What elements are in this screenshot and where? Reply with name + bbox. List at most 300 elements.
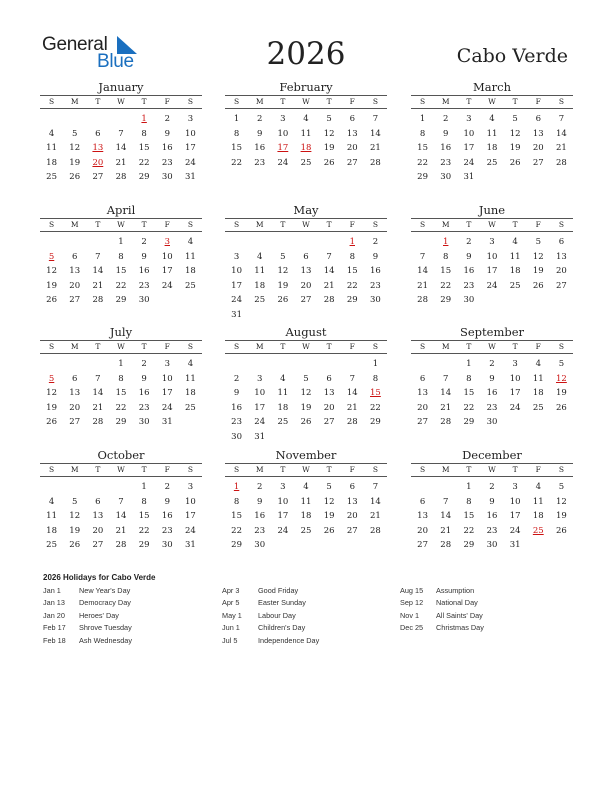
day-cell: 19 <box>69 157 81 168</box>
day-grid <box>40 357 202 430</box>
holiday-list <box>43 573 583 656</box>
empty-day-cell <box>318 357 341 372</box>
day-cell: 11 <box>185 251 196 262</box>
day-cell: 17 <box>231 280 242 291</box>
day-cell: 21 <box>115 525 127 536</box>
day-cell: 14 <box>370 496 381 507</box>
holiday-date: Jan 1 <box>43 586 61 595</box>
day-cell: 11 <box>185 373 196 384</box>
weekday-label: T <box>326 342 332 351</box>
day-cell: 10 <box>161 373 173 384</box>
day-cell: 22 <box>231 525 242 536</box>
day-cell: 27 <box>323 417 335 428</box>
day-cell: 17 <box>161 266 173 277</box>
day-cell: 16 <box>231 402 242 413</box>
holiday-item <box>400 611 484 623</box>
day-cell: 14 <box>346 388 358 399</box>
day-cell: 3 <box>512 359 518 369</box>
day-cell: 10 <box>486 251 498 262</box>
weekday-label: M <box>70 465 79 474</box>
day-cell: 5 <box>535 237 541 247</box>
day-cell: 2 <box>257 114 263 124</box>
holiday-name: Independence Day <box>258 635 320 645</box>
day-cell: 25 <box>300 525 312 536</box>
weekday-label: F <box>535 342 541 351</box>
day-cell: 10 <box>231 266 242 277</box>
day-cell: 31 <box>254 431 266 442</box>
weekday-label: T <box>512 97 518 106</box>
day-cell: 23 <box>486 525 498 536</box>
day-cell: 31 <box>161 417 173 428</box>
weekday-label: S <box>187 342 193 351</box>
holiday-day-cell: 1 <box>349 237 355 247</box>
day-cell: 13 <box>556 251 567 262</box>
holiday-name: Heroes' Day <box>79 610 119 620</box>
day-cell: 27 <box>417 540 428 551</box>
day-cell: 12 <box>46 388 57 399</box>
day-cell: 22 <box>115 402 127 413</box>
day-cell: 5 <box>326 482 332 492</box>
weekday-label: M <box>70 220 79 229</box>
month-october <box>40 448 202 553</box>
holiday-item <box>43 611 132 623</box>
weekday-label: S <box>234 342 240 351</box>
day-cell: 11 <box>254 266 266 277</box>
day-cell: 26 <box>300 417 312 428</box>
day-cell: 9 <box>233 388 240 399</box>
day-cell: 11 <box>509 251 521 262</box>
day-cell: 16 <box>161 143 173 154</box>
holiday-name: National Day <box>436 598 478 608</box>
day-cell: 14 <box>323 266 335 277</box>
day-cell: 28 <box>440 417 452 428</box>
empty-day-cell <box>248 357 271 372</box>
weekday-label: M <box>255 465 264 474</box>
day-cell: 15 <box>346 266 358 277</box>
weekday-label: T <box>326 97 332 106</box>
day-cell: 26 <box>323 525 335 536</box>
weekday-label: M <box>441 97 450 106</box>
day-cell: 2 <box>141 359 147 369</box>
day-cell: 27 <box>69 295 81 306</box>
day-cell: 1 <box>372 359 379 369</box>
day-cell: 13 <box>417 511 428 522</box>
month-june <box>411 203 573 308</box>
holiday-name: Good Friday <box>258 586 299 595</box>
day-cell: 15 <box>115 266 127 277</box>
day-cell: 1 <box>466 359 472 369</box>
weekday-label: T <box>466 465 472 474</box>
day-cell: 10 <box>254 388 266 399</box>
day-cell: 1 <box>419 114 426 124</box>
day-cell: 14 <box>92 388 104 399</box>
day-cell: 21 <box>440 402 452 413</box>
day-cell: 21 <box>92 280 104 291</box>
empty-day-cell <box>248 235 271 250</box>
holiday-date: Apr 3 <box>222 586 240 595</box>
day-cell: 20 <box>346 143 358 154</box>
day-cell: 3 <box>257 373 263 384</box>
holiday-day-cell: 5 <box>48 373 55 384</box>
holiday-item <box>400 598 484 610</box>
weekday-label: S <box>558 465 564 474</box>
weekday-label: T <box>512 342 518 351</box>
day-cell: 5 <box>72 496 78 507</box>
weekday-label: S <box>372 465 378 474</box>
weekday-label: F <box>535 97 541 106</box>
day-cell: 22 <box>440 280 452 291</box>
day-cell: 19 <box>323 143 335 154</box>
day-cell: 21 <box>115 157 127 168</box>
day-cell: 9 <box>443 128 449 139</box>
weekday-label: T <box>326 465 332 474</box>
day-cell: 12 <box>556 496 567 507</box>
weekday-label: M <box>70 97 79 106</box>
day-cell: 14 <box>115 511 127 522</box>
weekday-label: W <box>488 342 496 351</box>
empty-day-cell <box>271 235 294 250</box>
day-cell: 18 <box>254 280 266 291</box>
day-cell: 15 <box>138 143 150 154</box>
day-cell: 17 <box>185 511 196 522</box>
month-april <box>40 203 202 308</box>
day-cell: 8 <box>141 128 147 139</box>
day-cell: 14 <box>92 266 104 277</box>
day-cell: 5 <box>280 251 286 262</box>
day-cell: 29 <box>370 417 381 428</box>
holiday-date: Feb 17 <box>43 623 66 633</box>
weekday-header <box>40 463 202 477</box>
empty-day-cell <box>434 480 457 495</box>
month-name: March <box>473 80 511 94</box>
day-cell: 12 <box>46 266 57 277</box>
day-cell: 11 <box>46 143 57 154</box>
weekday-label: S <box>49 220 55 229</box>
day-cell: 22 <box>346 280 358 291</box>
day-cell: 10 <box>463 128 475 139</box>
weekday-label: F <box>164 220 170 229</box>
day-cell: 24 <box>185 157 196 168</box>
day-cell: 30 <box>463 295 475 306</box>
day-cell: 9 <box>489 496 495 507</box>
weekday-label: T <box>326 220 332 229</box>
day-cell: 7 <box>118 496 124 507</box>
weekday-label: S <box>420 97 426 106</box>
day-cell: 6 <box>419 496 426 507</box>
day-cell: 7 <box>419 251 426 262</box>
empty-day-cell <box>63 235 86 250</box>
day-cell: 13 <box>346 128 358 139</box>
day-cell: 26 <box>323 157 335 168</box>
weekday-label: F <box>349 465 355 474</box>
day-cell: 17 <box>254 402 266 413</box>
weekday-label: S <box>187 465 193 474</box>
weekday-label: S <box>234 465 240 474</box>
weekday-label: S <box>372 342 378 351</box>
day-cell: 21 <box>370 143 381 154</box>
day-cell: 10 <box>509 496 521 507</box>
day-cell: 3 <box>489 237 495 247</box>
weekday-label: T <box>280 342 286 351</box>
day-cell: 6 <box>72 373 78 384</box>
day-cell: 16 <box>463 266 475 277</box>
weekday-label: T <box>141 342 147 351</box>
month-name: January <box>98 80 144 94</box>
empty-day-cell <box>411 235 434 250</box>
day-cell: 6 <box>349 482 355 492</box>
day-cell: 6 <box>535 114 541 124</box>
day-cell: 17 <box>509 388 521 399</box>
month-name: July <box>109 325 133 339</box>
day-cell: 30 <box>486 417 498 428</box>
day-cell: 24 <box>254 417 266 428</box>
weekday-label: W <box>302 220 310 229</box>
holiday-date: Jan 20 <box>43 610 65 620</box>
holiday-name: Shrove Tuesday <box>79 623 132 633</box>
day-cell: 25 <box>185 402 196 413</box>
holiday-item <box>400 623 484 635</box>
day-cell: 2 <box>372 237 379 247</box>
holiday-list-title: 2026 Holidays for Cabo Verde <box>43 573 156 582</box>
weekday-label: T <box>280 220 286 229</box>
day-cell: 18 <box>185 266 196 277</box>
day-cell: 28 <box>92 417 104 428</box>
day-cell: 18 <box>532 511 544 522</box>
day-cell: 16 <box>161 511 173 522</box>
day-cell: 23 <box>370 280 381 291</box>
holiday-item <box>43 636 132 648</box>
day-cell: 11 <box>300 496 312 507</box>
month-may <box>225 203 387 323</box>
day-cell: 2 <box>466 237 472 247</box>
day-cell: 1 <box>233 114 240 124</box>
day-cell: 30 <box>161 540 173 551</box>
day-cell: 8 <box>118 251 124 262</box>
month-name: December <box>462 448 522 462</box>
day-cell: 7 <box>95 373 101 384</box>
calendar-header <box>0 0 612 80</box>
holiday-date: Sep 12 <box>400 598 424 608</box>
holiday-day-cell: 5 <box>48 251 55 262</box>
weekday-label: F <box>349 342 355 351</box>
weekday-label: F <box>535 220 541 229</box>
day-cell: 18 <box>486 143 498 154</box>
empty-day-cell <box>86 357 109 372</box>
month-name: September <box>459 325 525 339</box>
empty-day-cell <box>86 235 109 250</box>
holiday-date: Feb 18 <box>43 635 66 645</box>
weekday-label: W <box>302 465 310 474</box>
empty-day-cell <box>225 357 248 372</box>
day-cell: 24 <box>463 157 475 168</box>
day-cell: 16 <box>440 143 452 154</box>
day-cell: 12 <box>323 128 335 139</box>
day-cell: 23 <box>138 280 150 291</box>
day-cell: 28 <box>115 172 127 183</box>
month-november <box>225 448 387 553</box>
day-cell: 19 <box>323 511 335 522</box>
day-cell: 22 <box>115 280 127 291</box>
day-cell: 15 <box>115 388 127 399</box>
holiday-day-cell: 13 <box>92 143 104 154</box>
empty-day-cell <box>411 357 434 372</box>
day-cell: 2 <box>257 482 263 492</box>
day-cell: 22 <box>463 525 475 536</box>
day-cell: 20 <box>346 511 358 522</box>
day-cell: 5 <box>512 114 518 124</box>
day-grid <box>225 357 387 445</box>
day-cell: 12 <box>509 128 521 139</box>
weekday-label: S <box>420 465 426 474</box>
logo-text-blue: Blue <box>97 51 134 72</box>
weekday-label: T <box>95 97 101 106</box>
day-cell: 27 <box>346 157 358 168</box>
day-cell: 25 <box>300 157 312 168</box>
day-cell: 15 <box>231 511 242 522</box>
day-cell: 11 <box>532 496 544 507</box>
day-cell: 1 <box>118 237 124 247</box>
month-january <box>40 80 202 185</box>
day-cell: 7 <box>372 482 379 492</box>
day-cell: 7 <box>95 251 101 262</box>
holiday-day-cell: 1 <box>141 114 147 124</box>
day-cell: 8 <box>466 373 472 384</box>
day-cell: 4 <box>48 496 55 507</box>
weekday-label: T <box>95 220 101 229</box>
day-cell: 2 <box>141 237 147 247</box>
day-cell: 29 <box>115 417 127 428</box>
day-cell: 18 <box>509 266 521 277</box>
weekday-label: T <box>95 465 101 474</box>
day-cell: 28 <box>556 157 567 168</box>
empty-day-cell <box>40 112 63 127</box>
weekday-label: M <box>441 465 450 474</box>
holiday-name: Labour Day <box>258 610 296 620</box>
day-cell: 6 <box>95 496 101 507</box>
day-cell: 26 <box>69 540 81 551</box>
day-cell: 24 <box>161 402 173 413</box>
weekday-label: M <box>255 97 264 106</box>
day-cell: 29 <box>115 295 127 306</box>
empty-day-cell <box>63 112 86 127</box>
weekday-label: M <box>255 342 264 351</box>
weekday-label: T <box>512 465 518 474</box>
weekday-label: T <box>95 342 101 351</box>
day-cell: 26 <box>46 295 57 306</box>
day-cell: 31 <box>185 172 196 183</box>
weekday-label: S <box>49 465 55 474</box>
month-name: June <box>478 203 506 217</box>
weekday-label: T <box>466 97 472 106</box>
month-august <box>225 325 387 445</box>
day-cell: 25 <box>532 402 544 413</box>
weekday-header <box>40 340 202 354</box>
day-cell: 8 <box>372 373 379 384</box>
holiday-name: All Saints' Day <box>436 610 483 620</box>
logo-text-general: General <box>42 34 108 55</box>
holiday-date: Aug 15 <box>400 586 424 595</box>
day-cell: 4 <box>535 482 541 492</box>
day-cell: 9 <box>372 251 379 262</box>
weekday-label: W <box>117 220 125 229</box>
holiday-date: Jan 13 <box>43 598 65 608</box>
holiday-name: Democracy Day <box>79 598 131 608</box>
weekday-label: T <box>141 220 147 229</box>
day-cell: 9 <box>466 251 472 262</box>
day-cell: 3 <box>164 359 170 369</box>
weekday-label: M <box>441 220 450 229</box>
day-cell: 31 <box>509 540 521 551</box>
day-cell: 24 <box>185 525 196 536</box>
weekday-label: T <box>280 465 286 474</box>
day-cell: 7 <box>372 114 379 124</box>
day-cell: 22 <box>231 157 242 168</box>
day-cell: 2 <box>164 482 170 492</box>
day-cell: 4 <box>535 359 541 369</box>
day-cell: 31 <box>231 309 242 320</box>
day-cell: 8 <box>443 251 449 262</box>
empty-day-cell <box>341 357 364 372</box>
month-name: August <box>285 325 327 339</box>
day-cell: 8 <box>141 496 147 507</box>
weekday-label: F <box>164 465 170 474</box>
day-cell: 11 <box>46 511 57 522</box>
day-cell: 8 <box>118 373 124 384</box>
day-cell: 19 <box>69 525 81 536</box>
day-cell: 17 <box>463 143 475 154</box>
month-march <box>411 80 573 185</box>
empty-day-cell <box>225 235 248 250</box>
day-cell: 4 <box>187 359 194 369</box>
day-cell: 24 <box>277 157 289 168</box>
day-cell: 31 <box>185 540 196 551</box>
empty-day-cell <box>434 357 457 372</box>
day-cell: 16 <box>254 511 266 522</box>
day-cell: 10 <box>185 496 196 507</box>
day-cell: 14 <box>417 266 428 277</box>
country-name: Cabo Verde <box>456 45 568 67</box>
day-cell: 15 <box>463 388 475 399</box>
day-cell: 19 <box>532 266 544 277</box>
holiday-item <box>222 623 319 635</box>
day-cell: 5 <box>326 114 332 124</box>
weekday-label: F <box>349 97 355 106</box>
day-cell: 19 <box>277 280 289 291</box>
weekday-label: W <box>302 342 310 351</box>
day-cell: 11 <box>532 373 544 384</box>
day-cell: 23 <box>486 402 498 413</box>
weekday-label: T <box>466 342 472 351</box>
day-cell: 24 <box>277 525 289 536</box>
day-cell: 7 <box>349 373 355 384</box>
weekday-header <box>40 218 202 232</box>
day-cell: 23 <box>138 402 150 413</box>
weekday-label: S <box>372 97 378 106</box>
holiday-item <box>222 611 319 623</box>
weekday-label: F <box>164 97 170 106</box>
day-cell: 14 <box>115 143 127 154</box>
holiday-columns <box>43 586 583 656</box>
weekday-label: S <box>49 342 55 351</box>
day-cell: 5 <box>303 373 309 384</box>
day-cell: 7 <box>118 128 124 139</box>
empty-day-cell <box>63 357 86 372</box>
empty-day-cell <box>294 357 317 372</box>
empty-day-cell <box>86 112 109 127</box>
day-cell: 6 <box>349 114 355 124</box>
day-cell: 4 <box>257 251 263 262</box>
holiday-name: Children's Day <box>258 623 306 633</box>
